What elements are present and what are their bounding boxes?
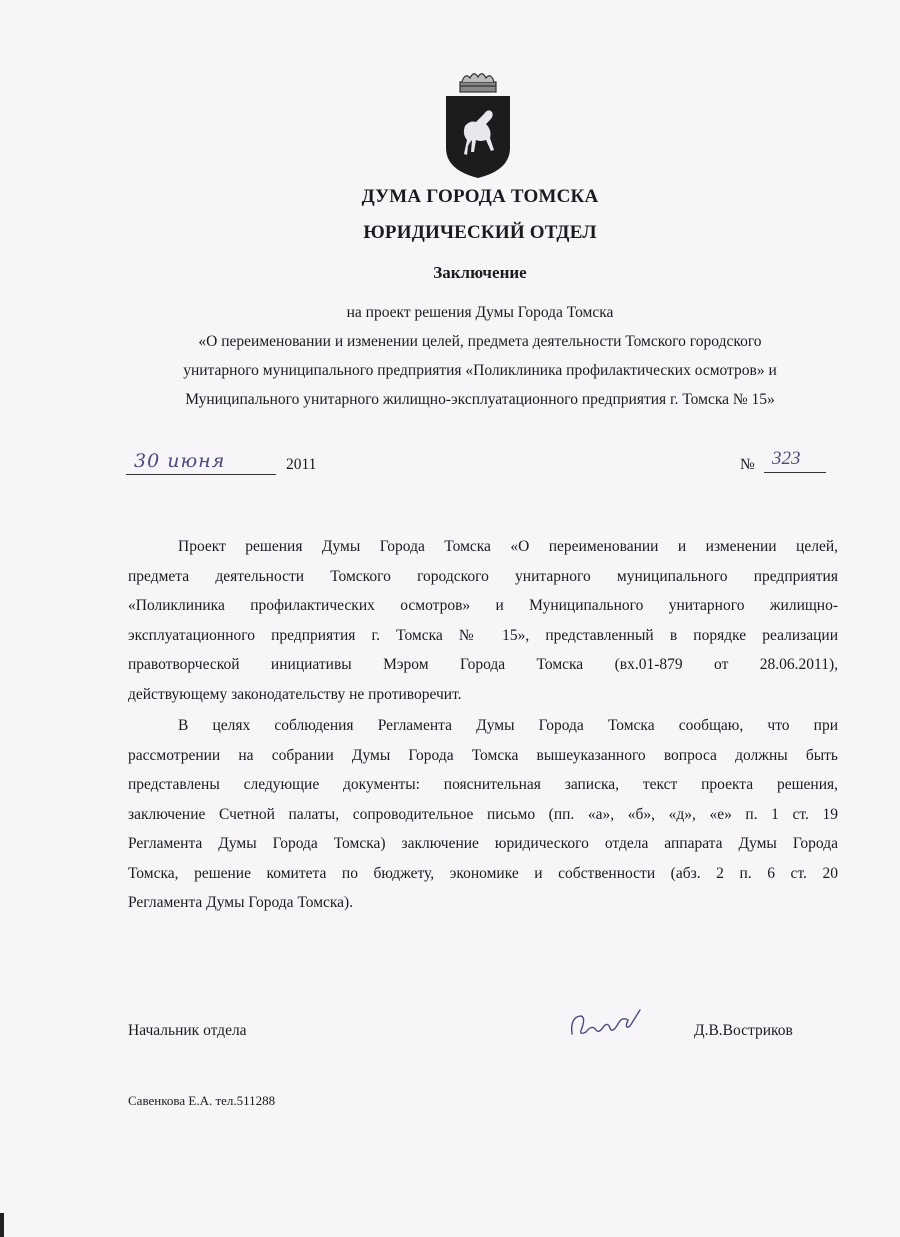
paragraph-line: предмета деятельности Томского городского унитарного муниципального предприятия [128,567,838,585]
paragraph-line: Регламента Думы Города Томска). [128,894,354,911]
department-title: ЮРИДИЧЕСКИЙ ОТДЕЛ [363,222,597,243]
subject-line: на проект решения Думы Города Томска [346,304,614,321]
subject-line: унитарного муниципального предприятия «Поликлиника профилактических осмотров» и [183,362,777,379]
paragraph-line: Регламента Думы Города Томска) заключение юридического отдела аппарата Думы Города [128,835,838,852]
handwritten-signature-icon [566,1004,646,1044]
scan-edge-mark [0,1213,4,1237]
number-label: № [740,456,755,473]
signer-name: Д.В.Востриков [694,1022,793,1039]
handwritten-number: 323 [772,448,801,469]
paragraph-line: Томска, решение комитета по бюджету, экономике и собственности (абз. 2 п. 6 ст. 20 [128,864,838,882]
handwritten-date: 30 июня [134,450,226,472]
tomsk-coat-of-arms-icon [440,70,516,182]
paragraph-line: эксплуатационного предприятия г. Томска № 15», представленный в порядке реализации [128,626,838,644]
paragraph-line: действующему законодательству не противоречит. [128,685,462,703]
paragraph-line: «Поликлиника профилактических осмотров» и Муниципального унитарного жилищно- [128,597,838,614]
number-field [764,448,826,473]
org-title: ДУМА ГОРОДА ТОМСКА [361,186,599,207]
body-paragraph-2 [128,711,838,918]
document-title: Заключение [433,263,527,282]
subject-line: Муниципального унитарного жилищно-эксплуатационного предприятия г. Томска № 15» [185,391,775,408]
document-subject [100,298,860,414]
signature-block [128,1018,828,1058]
date-number-row [118,448,838,482]
contact-footer: Савенкова Е.А. тел.511288 [128,1093,276,1108]
date-field [126,448,276,475]
subject-line: «О переименовании и изменении целей, предмета деятельности Томского городского [198,333,762,350]
paragraph-line: рассмотрении на собрании Думы Города Томска вышеуказанного вопроса должны быть [128,746,838,764]
paragraph-line: представлены следующие документы: пояснительная записка, текст проекта решения, [128,776,838,793]
signer-role: Начальник отдела [128,1022,247,1039]
paragraph-line: Проект решения Думы Города Томска «О переименовании и изменении целей, [178,538,838,555]
paragraph-line: правотворческой инициативы Мэром Города Томска (вх.01-879 от 28.06.2011), [128,656,838,673]
body-paragraph-1 [128,532,838,709]
paragraph-line: В целях соблюдения Регламента Думы Города Томска сообщаю, что при [178,717,838,734]
date-year: 2011 [286,456,317,473]
paragraph-line: заключение Счетной палаты, сопроводительное письмо (пп. «а», «б», «д», «е» п. 1 ст. 19 [128,805,838,823]
